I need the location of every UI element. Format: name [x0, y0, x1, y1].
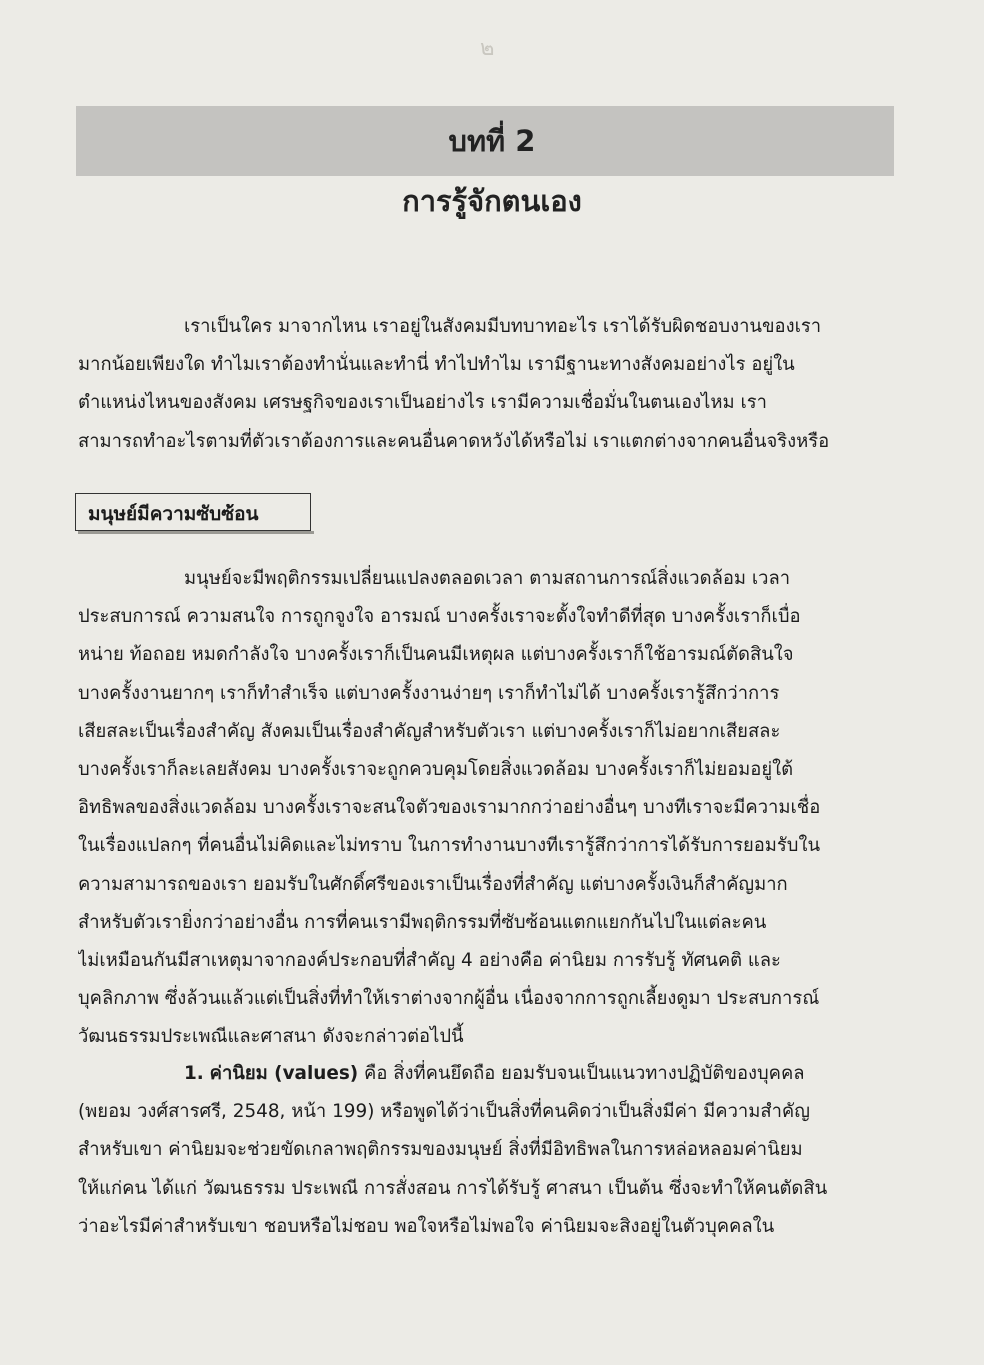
section-heading-underline — [78, 531, 314, 534]
text-line: เสียสละเป็นเรื่องสำคัญ สังคมเป็นเรื่องสำคัญสำหรับตัวเรา แต่บางครั้งเราก็ไม่อยากเสียสละ — [78, 720, 781, 742]
text-line: ในเรื่องแปลกๆ ที่คนอื่นไม่คิดและไม่ทราบ ในการทำงานบางทีเรารู้สึกว่าการได้รับการยอมรับใน — [78, 835, 821, 857]
text-line: ว่าอะไรมีค่าสำหรับเขา ชอบหรือไม่ชอบ พอใจหรือไม่พอใจ ค่านิยมจะสิงอยู่ในตัวบุคคลใน — [78, 1215, 775, 1237]
section-heading: มนุษย์มีความซับซ้อน — [88, 503, 259, 525]
text-line: วัฒนธรรมประเพณีและศาสนา ดังจะกล่าวต่อไปนี้ — [78, 1026, 464, 1048]
text-line: ไม่เหมือนกันมีสาเหตุมาจากองค์ประกอบที่สำคัญ 4 อย่างคือ ค่านิยม การรับรู้ ทัศนคติ และ — [78, 950, 781, 972]
page-number: ๒ — [480, 36, 495, 61]
text-line: สามารถทำอะไรตามที่ตัวเราต้องการและคนอื่นคาดหวังได้หรือไม่ เราแตกต่างจากคนอื่นจริงหรือ — [78, 430, 830, 452]
text-line — [78, 1055, 896, 1093]
text-line: เราเป็นใคร มาจากไหน เราอยู่ในสังคมมีบทบาทอะไร เราได้รับผิดชอบงานของเรา — [184, 316, 822, 337]
intro-paragraph — [78, 308, 896, 461]
text-line: ประสบการณ์ ความสนใจ การถูกจูงใจ อารมณ์ บางครั้งเราจะตั้งใจทำดีที่สุด บางครั้งเราก็เบื่อ — [78, 606, 801, 628]
text-line: ความสามารถของเรา ยอมรับในศักดิ์ศรีของเราเป็นเรื่องที่สำคัญ แต่บางครั้งเงินก็สำคัญมาก — [78, 873, 788, 895]
values-definition: คือ สิ่งที่คนยึดถือ ยอมรับจนเป็นแนวทางปฏิบัติของบุคคล — [364, 1063, 805, 1084]
values-term: ค่านิยม (values) — [209, 1063, 359, 1084]
text-line: (พยอม วงศ์สารศรี, 2548, หน้า 199) หรือพูดได้ว่าเป็นสิ่งที่คนคิดว่าเป็นสิ่งมีค่า มีความสำคัญ — [78, 1101, 810, 1123]
chapter-number: บทที่ 2 — [448, 124, 536, 158]
chapter-title: การรู้จักตนเอง — [402, 184, 582, 218]
text-line: สำหรับตัวเรายิ่งกว่าอย่างอื่น การที่คนเรามีพฤติกรรมที่ซับซ้อนแตกแยกกันไปในแต่ละคน — [78, 911, 767, 933]
text-line: บุคลิกภาพ ซึ่งล้วนแล้วแต่เป็นสิ่งที่ทำให้เราต่างจากผู้อื่น เนื่องจากการถูกเลี้ยงดูมา ประสบการณ์ — [78, 988, 820, 1010]
values-paragraph — [78, 1055, 896, 1246]
text-line: อิทธิพลของสิ่งแวดล้อม บางครั้งเราจะสนใจตัวของเรามากกว่าอย่างอื่นๆ บางทีเราจะมีความเชื่อ — [78, 797, 821, 819]
text-line: หน่าย ท้อถอย หมดกำลังใจ บางครั้งเราก็เป็นคนมีเหตุผล แต่บางครั้งเราก็ใช้อารมณ์ตัดสินใจ — [78, 644, 794, 666]
text-line: ตำแหน่งไหนของสังคม เศรษฐกิจของเราเป็นอย่างไร เรามีความเชื่อมั่นในตนเองไหม เรา — [78, 392, 767, 414]
body-paragraph — [78, 560, 896, 1057]
text-line: บางครั้งเราก็ละเลยสังคม บางครั้งเราจะถูกควบคุมโดยสิ่งแวดล้อม บางครั้งเราก็ไม่ยอมอยู่ใต้ — [78, 759, 794, 781]
text-line: สำหรับเขา ค่านิยมจะช่วยขัดเกลาพฤติกรรมของมนุษย์ สิ่งที่มีอิทธิพลในการหล่อหลอมค่านิยม — [78, 1139, 803, 1161]
text-line: มนุษย์จะมีพฤติกรรมเปลี่ยนแปลงตลอดเวลา ตามสถานการณ์สิ่งแวดล้อม เวลา — [184, 568, 791, 589]
item-number: 1. — [184, 1063, 204, 1084]
text-line: บางครั้งงานยากๆ เราก็ทำสำเร็จ แต่บางครั้งงานง่ายๆ เราก็ทำไม่ได้ บางครั้งเรารู้สึกว่าการ — [78, 682, 780, 704]
text-line: ให้แก่คน ได้แก่ วัฒนธรรม ประเพณี การสั่งสอน การได้รับรู้ ศาสนา เป็นต้น ซึ่งจะทำให้คนตัดสิน — [78, 1177, 828, 1199]
text-line: มากน้อยเพียงใด ทำไมเราต้องทำนั่นและทำนี่ ทำไปทำไม เรามีฐานะทางสังคมอย่างไร อยู่ใน — [78, 354, 795, 376]
